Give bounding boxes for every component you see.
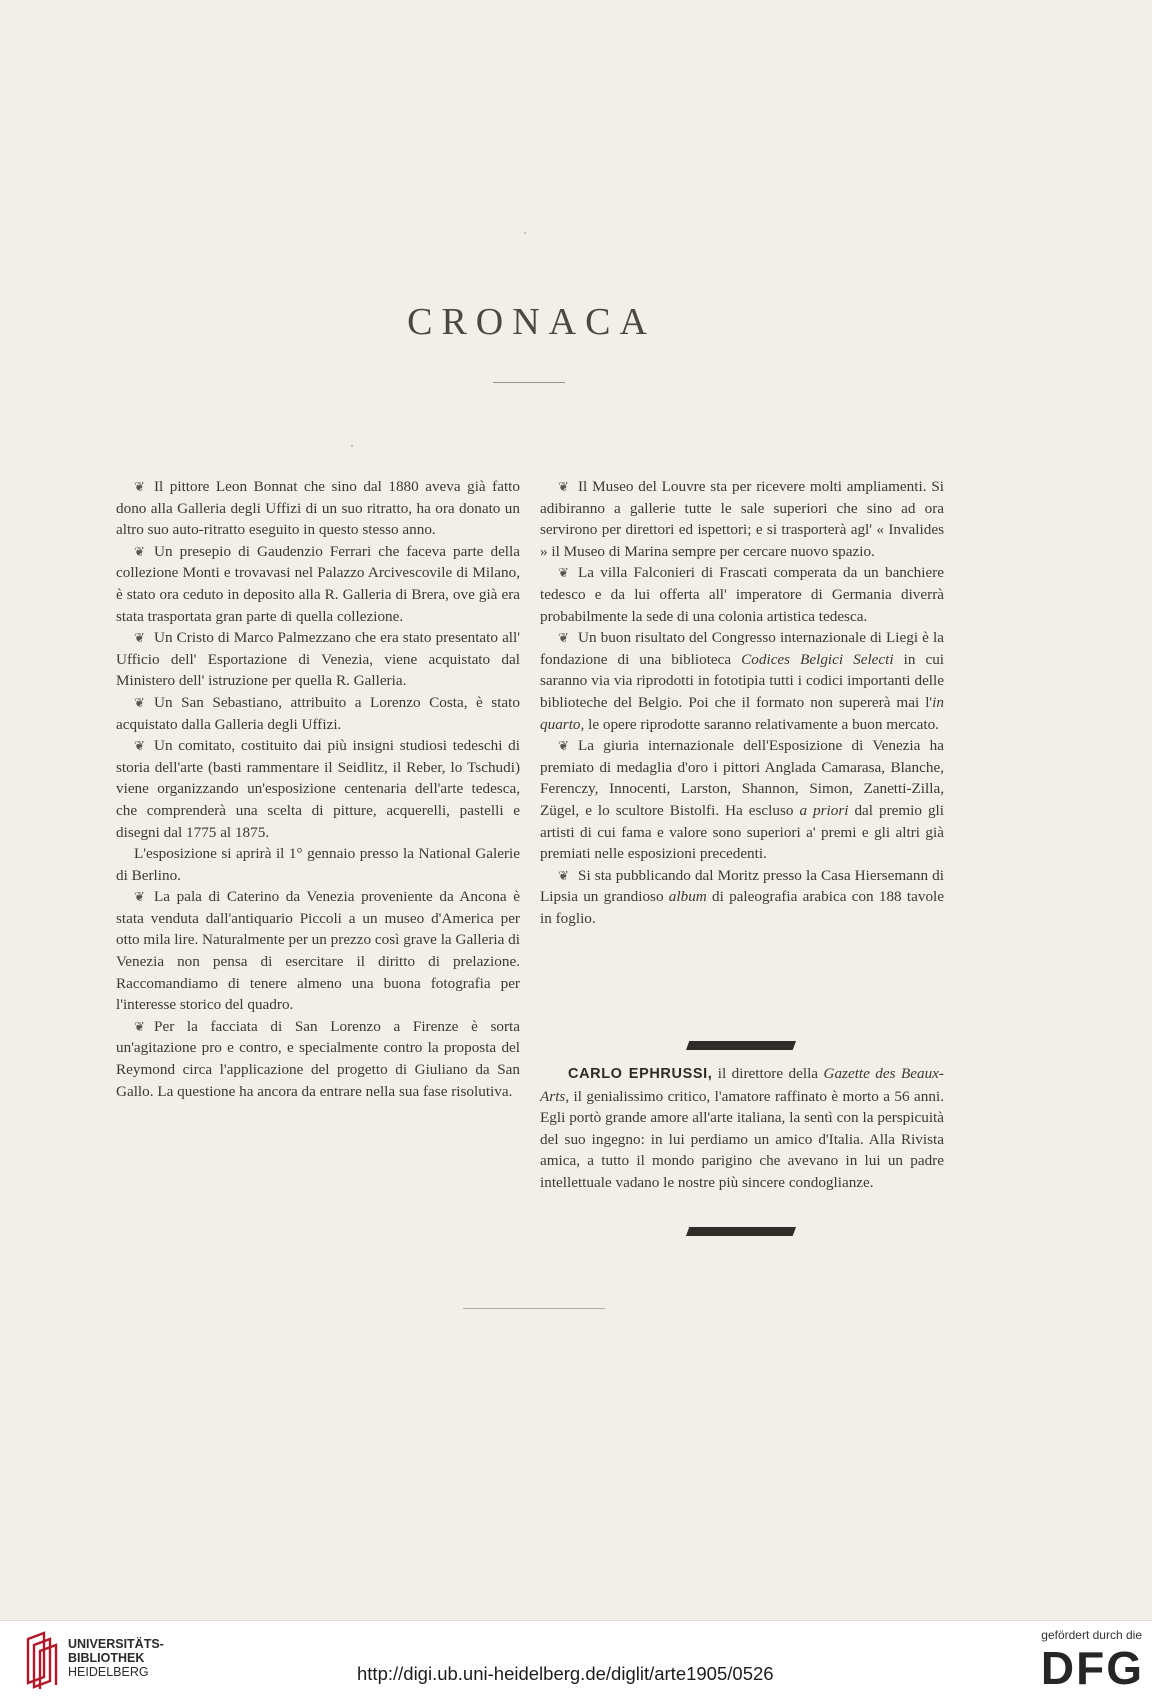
obituary: CARLO EPHRUSSI, il direttore della Gazette des Beaux-Arts, il genialissimo critico, l'amatore raffinato è morto a 56 anni. Egli portò grande amore all'arte italiana, la sentì con la perspicuità del suo ingegno: in lui perdiamo un amico d'Italia. Alla Rivista amica, a tutto il mondo parigino che avevano in lui un padre intellettuale vadano le nostre più sincere condoglianze. <box>540 1065 944 1191</box>
news-item: ❦ Un buon risultato del Congresso internazionale di Liegi è la fondazione di una biblioteca Codices Belgici Selecti in cui saranno via via riprodotti in fototipia tutti i codici importanti delle biblioteche del Belgio. Poi che il formato non supererà mai l'in quarto, le opere riprodotte saranno relativamente a buon mercato. <box>540 629 945 733</box>
leaf-ornament-icon: ❦ <box>558 565 569 581</box>
left-column <box>116 476 520 1102</box>
library-name: UNIVERSITÄTS- BIBLIOTHEK HEIDELBERG <box>68 1637 164 1679</box>
leaf-ornament-icon: ❦ <box>134 694 145 710</box>
leaf-ornament-icon: ❦ <box>134 1018 145 1034</box>
dfg-logo: DFG <box>1040 1642 1144 1694</box>
news-item: L'esposizione si aprirà il 1° gennaio presso la National Galerie di Berlino. <box>116 845 520 884</box>
funding-caption: gefördert durch die <box>1041 1628 1142 1642</box>
leaf-ornament-icon: ❦ <box>558 479 569 494</box>
university-library-logo-icon <box>22 1631 62 1689</box>
obituary-bottom-bar <box>686 1227 796 1236</box>
italic-term: album <box>668 888 707 906</box>
source-url-link[interactable]: http://digi.ub.uni-heidelberg.de/diglit/arte1905/0526 <box>357 1663 774 1684</box>
leaf-ornament-icon: ❦ <box>558 630 569 646</box>
obituary-name: CARLO EPHRUSSI, <box>568 1066 713 1082</box>
leaf-ornament-icon: ❦ <box>134 738 145 754</box>
news-item: ❦ La villa Falconieri di Frascati comperata da un banchiere tedesco e da lui offerta all' imperatore di Germania diverrà probabilmente la sede di una colonia artistica tedesca. <box>540 564 944 625</box>
page-title: CRONACA <box>407 301 656 343</box>
news-item: ❦ Un comitato, costituito dai più insigni studiosi tedeschi di storia dell'arte (basti rammentare il Seidlitz, il Reber, lo Tschudi) viene organizzando un'esposizione centenaria dell'arte tedesca, che comprenderà una scelta di pitture, acquerelli, pastelli e disegni dal 1775 al 1875. <box>116 737 520 841</box>
news-item: ❦ Per la facciata di San Lorenzo a Firenze è sorta un'agitazione pro e contro, e specialmente contro la proposta del Reymond circa l'applicazione del progetto di Giuliano da San Gallo. La questione ha ancora da entrare nella sua fase risolutiva. <box>116 1017 520 1100</box>
news-item: ❦ La giuria internazionale dell'Esposizione di Venezia ha premiato di medaglia d'oro i pittori Anglada Camarasa, Blanche, Ferenczy, Innocenti, Larston, Shannon, Simon, Zanetti-Zilla, Zügel, e lo scultore Bistolfi. Ha escluso a priori dal premio gli artisti di cui fama e valore sono superiori a' premi e gli altri già premiati nelle esposizioni precedenti. <box>540 737 944 863</box>
news-item: ❦ Un presepio di Gaudenzio Ferrari che faceva parte della collezione Monti e trovavasi nel Palazzo Arcivescovile di Milano, è stato ora ceduto in deposito alla R. Galleria di Brera, ove già era stata trasportata gran parte di quella collezione. <box>116 542 520 625</box>
leaf-ornament-icon: ❦ <box>134 889 145 905</box>
digitization-footer <box>0 1620 1152 1700</box>
decorative-dot <box>351 445 353 447</box>
leaf-ornament-icon: ❦ <box>558 867 569 883</box>
news-item: ❦ Il Museo del Louvre sta per ricevere molti ampliamenti. Si adibiranno a gallerie tutte le sale superiori che sino ad ora servirono per direttori ed ispettori; e si trasporterà agl' « Invalides » il Museo di Marina sempre per cercare nuovo spazio. <box>540 478 944 560</box>
obituary-top-bar <box>686 1041 796 1050</box>
right-column <box>540 476 944 929</box>
italic-title: Codices Belgici Selecti <box>741 650 894 668</box>
news-item: ❦ La pala di Caterino da Venezia proveniente da Ancona è stata venduta dall'antiquario Piccoli a un museo d'America per otto mila lire. Naturalmente per un prezzo così grave la Galleria di Venezia non pensa di esercitare il diritto di prelazione. Raccomandiamo di tenere almeno una buona fotografia per l'interesse storico del quadro. <box>116 888 520 1014</box>
journal-title: Gazette des Beaux-Arts, <box>540 1065 944 1105</box>
italic-term: in quarto, <box>540 693 944 733</box>
leaf-ornament-icon: ❦ <box>558 738 569 754</box>
page-end-rule <box>463 1308 605 1309</box>
news-item: ❦ Un San Sebastiano, attribuito a Lorenzo Costa, è stato acquistato dalla Galleria degli Uffizi. <box>116 693 520 733</box>
leaf-ornament-icon: ❦ <box>134 630 145 646</box>
news-item: ❦ Un Cristo di Marco Palmezzano che era stato presentato all' Ufficio dell' Esportazione di Venezia, viene acquistato dal Ministero dell' istruzione per quella R. Galleria. <box>116 629 520 690</box>
title-underline <box>493 382 565 383</box>
news-item: ❦ Si sta pubblicando dal Moritz presso la Casa Hiersemann di Lipsia un grandioso album di paleografia arabica con 188 tavole in foglio. <box>540 866 945 927</box>
decorative-dot <box>524 232 526 234</box>
news-item: ❦ Il pittore Leon Bonnat che sino dal 1880 aveva già fatto dono alla Galleria degli Uffizi di un suo ritratto, ha ora donato un altro suo auto-ritratto eseguito in questo stesso anno. <box>116 478 520 539</box>
leaf-ornament-icon: ❦ <box>134 543 145 559</box>
leaf-ornament-icon: ❦ <box>134 479 145 494</box>
italic-term: a priori <box>799 801 849 819</box>
